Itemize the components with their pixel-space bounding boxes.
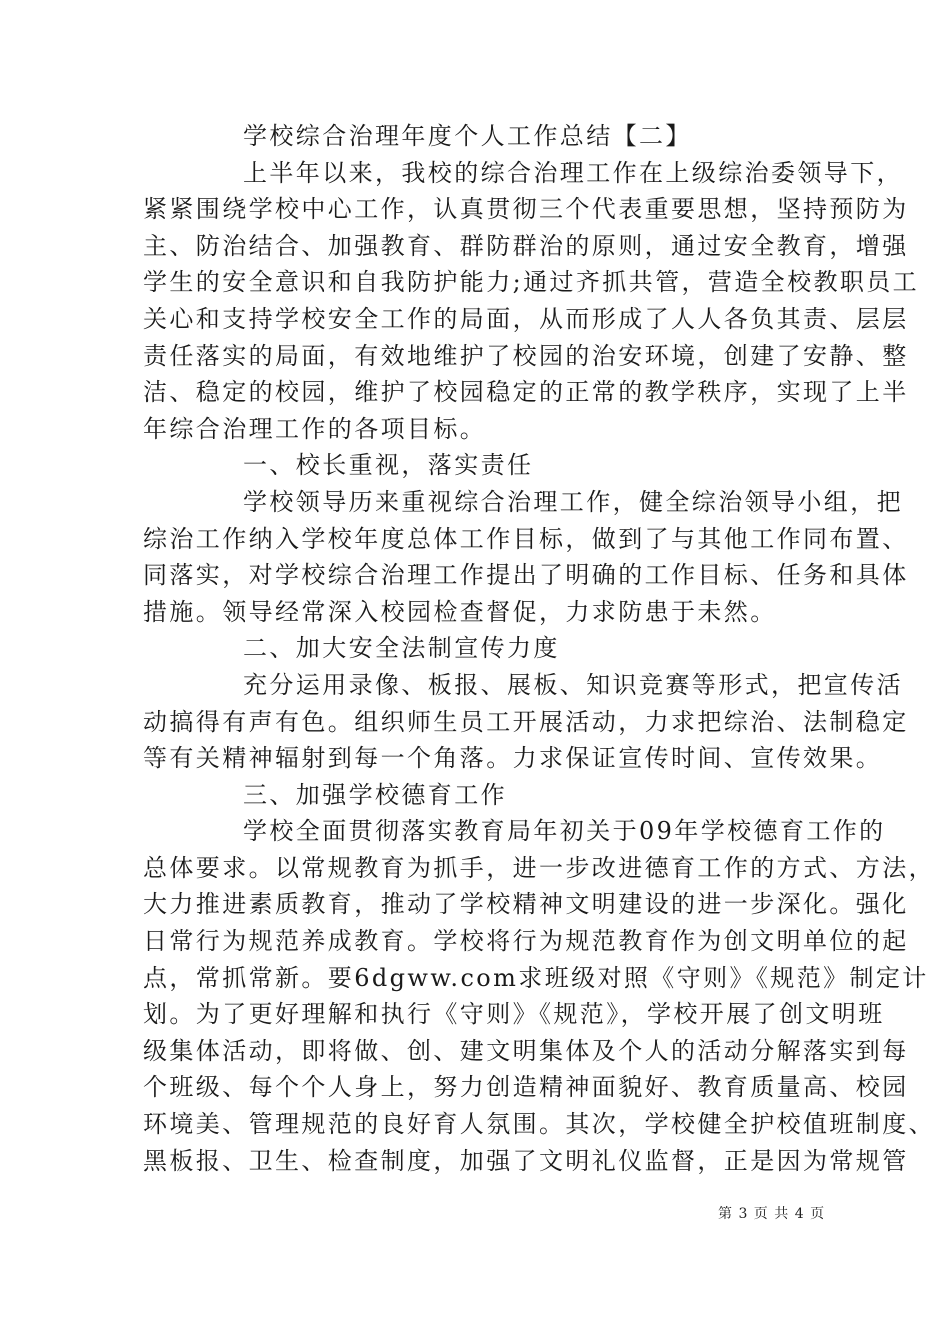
section-heading-3: 三、加强学校德育工作 [243,780,507,809]
paragraph-line: 综治工作纳入学校年度总体工作目标，做到了与其他工作同布置、 [143,524,909,553]
paragraph-line: 黑板报、卫生、检查制度，加强了文明礼仪监督，正是因为常规管 [143,1146,909,1175]
paragraph-line: 大力推进素质教育，推动了学校精神文明建设的进一步深化。强化 [143,890,909,919]
document-body [143,118,935,1179]
paragraph-line: 措施。领导经常深入校园检查督促，力求防患于未然。 [143,597,777,626]
paragraph-line: 紧紧围绕学校中心工作，认真贯彻三个代表重要思想，坚持预防为 [143,195,909,224]
paragraph-line: 日常行为规范养成教育。学校将行为规范教育作为创文明单位的起 [143,927,909,956]
section-heading-1: 一、校长重视，落实责任 [243,451,534,480]
paragraph-line: 划。为了更好理解和执行《守则》《规范》，学校开展了创文明班 [143,1000,885,1029]
paragraph-line: 主、防治结合、加强教育、群防群治的原则，通过安全教育，增强 [143,231,909,260]
paragraph-line: 充分运用录像、板报、展板、知识竞赛等形式，把宣传活 [243,670,903,699]
paragraph-line: 级集体活动，即将做、创、建文明集体及个人的活动分解落实到每 [143,1036,909,1065]
paragraph-line: 年综合治理工作的各项目标。 [143,414,487,443]
paragraph-line: 洁、稳定的校园，维护了校园稳定的正常的教学秩序，实现了上半 [143,378,909,407]
paragraph-line: 个班级、每个个人身上，努力创造精神面貌好、教育质量高、校园 [143,1073,909,1102]
paragraph-line: 责任落实的局面，有效地维护了校园的治安环境，创建了安静、整 [143,341,909,370]
paragraph-line: 动搞得有声有色。组织师生员工开展活动，力求把综治、法制稳定 [143,707,909,736]
paragraph-line: 同落实，对学校综合治理工作提出了明确的工作目标、任务和具体 [143,561,909,590]
paragraph-line: 学校领导历来重视综合治理工作，健全综治领导小组，把 [243,487,903,516]
paragraph-line: 关心和支持学校安全工作的局面，从而形成了人人各负其责、层层 [143,304,909,333]
paragraph-line: 点，常抓常新。要6dgww.com求班级对照《守则》《规范》制定计 [143,963,929,992]
page-number-footer: 第 3 页 共 4 页 [718,1206,826,1222]
paragraph-line: 上半年以来，我校的综合治理工作在上级综治委领导下， [243,158,903,187]
section-heading-2: 二、加大安全法制宣传力度 [243,634,560,663]
paragraph-line: 学生的安全意识和自我防护能力;通过齐抓共管，营造全校教职员工 [143,268,920,297]
document-title: 学校综合治理年度个人工作总结【二】 [243,122,692,150]
paragraph-line: 学校全面贯彻落实教育局年初关于09年学校德育工作的 [243,817,886,846]
paragraph-line: 总体要求。以常规教育为抓手，进一步改进德育工作的方式、方法， [143,853,935,882]
paragraph-line: 等有关精神辐射到每一个角落。力求保证宣传时间、宣传效果。 [143,744,883,773]
paragraph-line: 环境美、管理规范的良好育人氛围。其次，学校健全护校值班制度、 [143,1110,935,1139]
